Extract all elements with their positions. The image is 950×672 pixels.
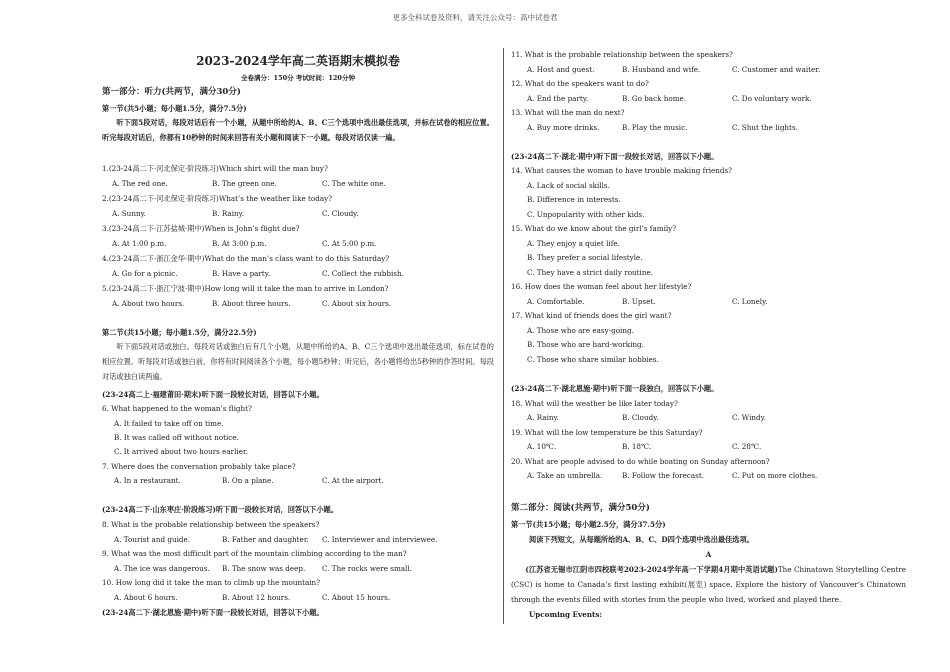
option-10c: C. About 15 hours. <box>322 593 391 602</box>
option-1a: A. The red one. <box>112 179 168 188</box>
option-12a: A. End the party. <box>527 94 589 103</box>
option-8a: A. Tourist and guide. <box>114 535 191 544</box>
option-16a: A. Comfortable. <box>527 297 585 306</box>
option-20a: A. Take an umbrella. <box>527 471 603 480</box>
passage-label: A <box>705 550 712 559</box>
part1-sec1-instructions: 听下面5段对话，每段对话后有一个小题，从题中所给的A、B、C三个选项中选出最佳选项，并标在试卷的相应位置。听完每段对话后，你都有10秒钟的时间来回答有关小题和阅读下一小题。每段对话仅读一遍。 <box>102 118 494 142</box>
option-2a: A. Sunny. <box>112 209 146 218</box>
passage-a <box>511 562 906 607</box>
question-16: 16. How does the woman feel about her lifestyle? <box>511 282 692 291</box>
option-20b: B. Follow the forecast. <box>622 471 705 480</box>
option-14b: B. Difference in interests. <box>527 195 621 204</box>
question-9: 9. What was the most difficult part of the mountain climbing according to the man? <box>102 549 407 558</box>
option-6b: B. It was called off without notice. <box>114 433 239 442</box>
option-6a: A. It failed to take off on time. <box>114 419 224 428</box>
option-17a: A. Those who are easy-going. <box>527 326 634 335</box>
question-7: 7. Where does the conversation probably take place? <box>102 462 296 471</box>
upcoming-events-label: Upcoming Events: <box>529 610 603 619</box>
question-4: 4.(23-24高二下·浙江金华·期中)What do the man’s class want to do this Saturday? <box>102 254 390 263</box>
part2-sec1-heading: 第一节(共15小题；每小题2.5分，满分37.5分) <box>511 520 666 529</box>
group-11-13-intro: (23-24高二下·湖北恩施·期中)听下面一段较长对话，回答以下小题。 <box>102 608 324 617</box>
option-5b: B. About three hours. <box>212 299 291 308</box>
page-title: 2023-2024学年高二英语期末模拟卷 <box>196 54 400 68</box>
passage-source: (江苏省无锡市江阴市四校联考2023-2024学年高一下学期4月期中英语试题) <box>525 565 778 574</box>
question-12: 12. What do the speakers want to do? <box>511 79 649 88</box>
exam-info: 全卷满分：150分 考试时间：120分钟 <box>241 74 355 82</box>
option-11b: B. Husband and wife. <box>622 65 701 74</box>
question-2: 2.(23-24高二下·河北保定·阶段练习)What’s the weather like today? <box>102 194 333 203</box>
question-6: 6. What happened to the woman’s flight? <box>102 404 252 413</box>
option-18a: A. Rainy. <box>527 413 559 422</box>
option-8c: C. Interviewer and interviewee. <box>322 535 438 544</box>
part2-sec1-instructions: 阅读下列短文，从每题所给的A、B、C、D四个选项中选出最佳选项。 <box>529 535 754 544</box>
option-12b: B. Go back home. <box>622 94 687 103</box>
group-8-10-intro: (23-24高二下·山东枣庄·阶段练习)听下面一段较长对话，回答以下小题。 <box>102 505 339 514</box>
option-7b: B. On a plane. <box>222 476 274 485</box>
top-notice: 更多全科试卷及资料，请关注公众号：高中试卷君 <box>392 13 558 22</box>
option-15c: C. They have a strict daily routine. <box>527 268 654 277</box>
group-6-7-intro: (23-24高二上·福建莆田·期末)听下面一段较长对话，回答以下小题。 <box>102 390 324 399</box>
question-20: 20. What are people advised to do while boating on Sunday afternoon? <box>511 457 770 466</box>
option-4b: B. Have a party. <box>212 269 271 278</box>
question-8: 8. What is the probable relationship between the speakers? <box>102 520 320 529</box>
option-10b: B. About 12 hours. <box>222 593 291 602</box>
option-11c: C. Customer and waiter. <box>732 65 821 74</box>
option-19c: C. 28℃. <box>732 442 762 451</box>
option-15a: A. They enjoy a quiet life. <box>527 239 620 248</box>
option-4a: A. Go for a picnic. <box>112 269 178 278</box>
option-10a: A. About 6 hours. <box>114 593 178 602</box>
question-18: 18. What will the weather be like later today? <box>511 399 678 408</box>
question-13: 13. What will the man do next? <box>511 108 625 117</box>
part1-sec2-instructions: 听下面5段对话或独白。每段对话或独白后有几个小题，从题中所给的A、B、C三个选项中选出最佳选项，标在试卷的相应位置。听每段对话或独白前，你将有时间阅读各个小题，每小题5秒钟；听完后，各小题将给出5秒钟的作答时间。每段对话或独白读两遍。 <box>102 342 494 381</box>
question-11: 11. What is the probable relationship between the speakers? <box>511 50 733 59</box>
part2-heading: 第二部分：阅读(共两节，满分50分) <box>511 503 650 513</box>
option-3b: B. At 3:00 p.m. <box>212 239 267 248</box>
option-16c: C. Lonely. <box>732 297 768 306</box>
group-18-20-intro: (23-24高二下·湖北恩施·期中)听下面一段独白，回答以下小题。 <box>511 384 719 393</box>
question-19: 19. What will the low temperature be this Saturday? <box>511 428 703 437</box>
question-1: 1.(23-24高二下·河北保定·阶段练习)Which shirt will the man buy? <box>102 164 328 173</box>
part1-sec2-heading: 第二节(共15小题；每小题1.5分，满分22.5分) <box>102 328 257 337</box>
option-5c: C. About six hours. <box>322 299 392 308</box>
question-10: 10. How long did it take the man to climb up the mountain? <box>102 578 321 587</box>
option-17c: C. Those who share similar hobbies. <box>527 355 659 364</box>
part1-sec1-heading: 第一节(共5小题；每小题1.5分，满分7.5分) <box>102 104 247 113</box>
option-7a: A. In a restaurant. <box>114 476 181 485</box>
question-5: 5.(23-24高二下·浙江宁波·期中)How long will it take the man to arrive in London? <box>102 284 389 293</box>
option-1b: B. The green one. <box>212 179 277 188</box>
passage-text: The Chinatown Storytelling Centre (CSC) is home to Canada’s first lasting exhibit(展览) space. Explore the history of Vancouver’s Chinatown through the events filled with stories from the people who lived, worked and played there. <box>511 565 906 604</box>
option-18c: C. Windy. <box>732 413 766 422</box>
question-17: 17. What kind of friends does the girl want? <box>511 311 672 320</box>
option-2c: C. Cloudy. <box>322 209 359 218</box>
option-14c: C. Unpopularity with other kids. <box>527 210 645 219</box>
option-20c: C. Put on more clothes. <box>732 471 818 480</box>
option-13a: A. Buy more drinks. <box>527 123 600 132</box>
question-3: 3.(23-24高二下·江苏盐城·期中)When is John’s flight due? <box>102 224 300 233</box>
group-14-17-intro: (23-24高二下·湖北·期中)听下面一段较长对话，回答以下小题。 <box>511 152 719 161</box>
question-14: 14. What causes the woman to have trouble making friends? <box>511 166 733 175</box>
option-14a: A. Lack of social skills. <box>527 181 610 190</box>
option-11a: A. Host and guest. <box>527 65 595 74</box>
option-9c: C. The rocks were small. <box>322 564 412 573</box>
option-18b: B. Cloudy. <box>622 413 659 422</box>
option-9a: A. The ice was dangerous. <box>114 564 210 573</box>
option-4c: C. Collect the rubbish. <box>322 269 404 278</box>
question-15: 15. What do we know about the girl’s family? <box>511 224 677 233</box>
option-3c: C. At 5:00 p.m. <box>322 239 377 248</box>
option-19b: B. 18℃. <box>622 442 652 451</box>
option-19a: A. 10℃. <box>527 442 557 451</box>
option-7c: C. At the airport. <box>322 476 384 485</box>
option-9b: B. The snow was deep. <box>222 564 306 573</box>
option-2b: B. Rainy. <box>212 209 245 218</box>
option-6c: C. It arrived about two hours earlier. <box>114 447 248 456</box>
option-5a: A. About two hours. <box>112 299 185 308</box>
option-13b: B. Play the music. <box>622 123 688 132</box>
part1-heading: 第一部分：听力(共两节，满分30分) <box>102 87 241 97</box>
option-13c: C. Shut the lights. <box>732 123 798 132</box>
option-12c: C. Do voluntary work. <box>732 94 812 103</box>
option-3a: A. At 1:00 p.m. <box>112 239 167 248</box>
option-17b: B. Those who are hard-working. <box>527 340 644 349</box>
option-1c: C. The white one. <box>322 179 386 188</box>
column-divider <box>503 48 504 624</box>
option-15b: B. They prefer a social lifestyle. <box>527 253 643 262</box>
option-8b: B. Father and daughter. <box>222 535 309 544</box>
option-16b: B. Upset. <box>622 297 656 306</box>
